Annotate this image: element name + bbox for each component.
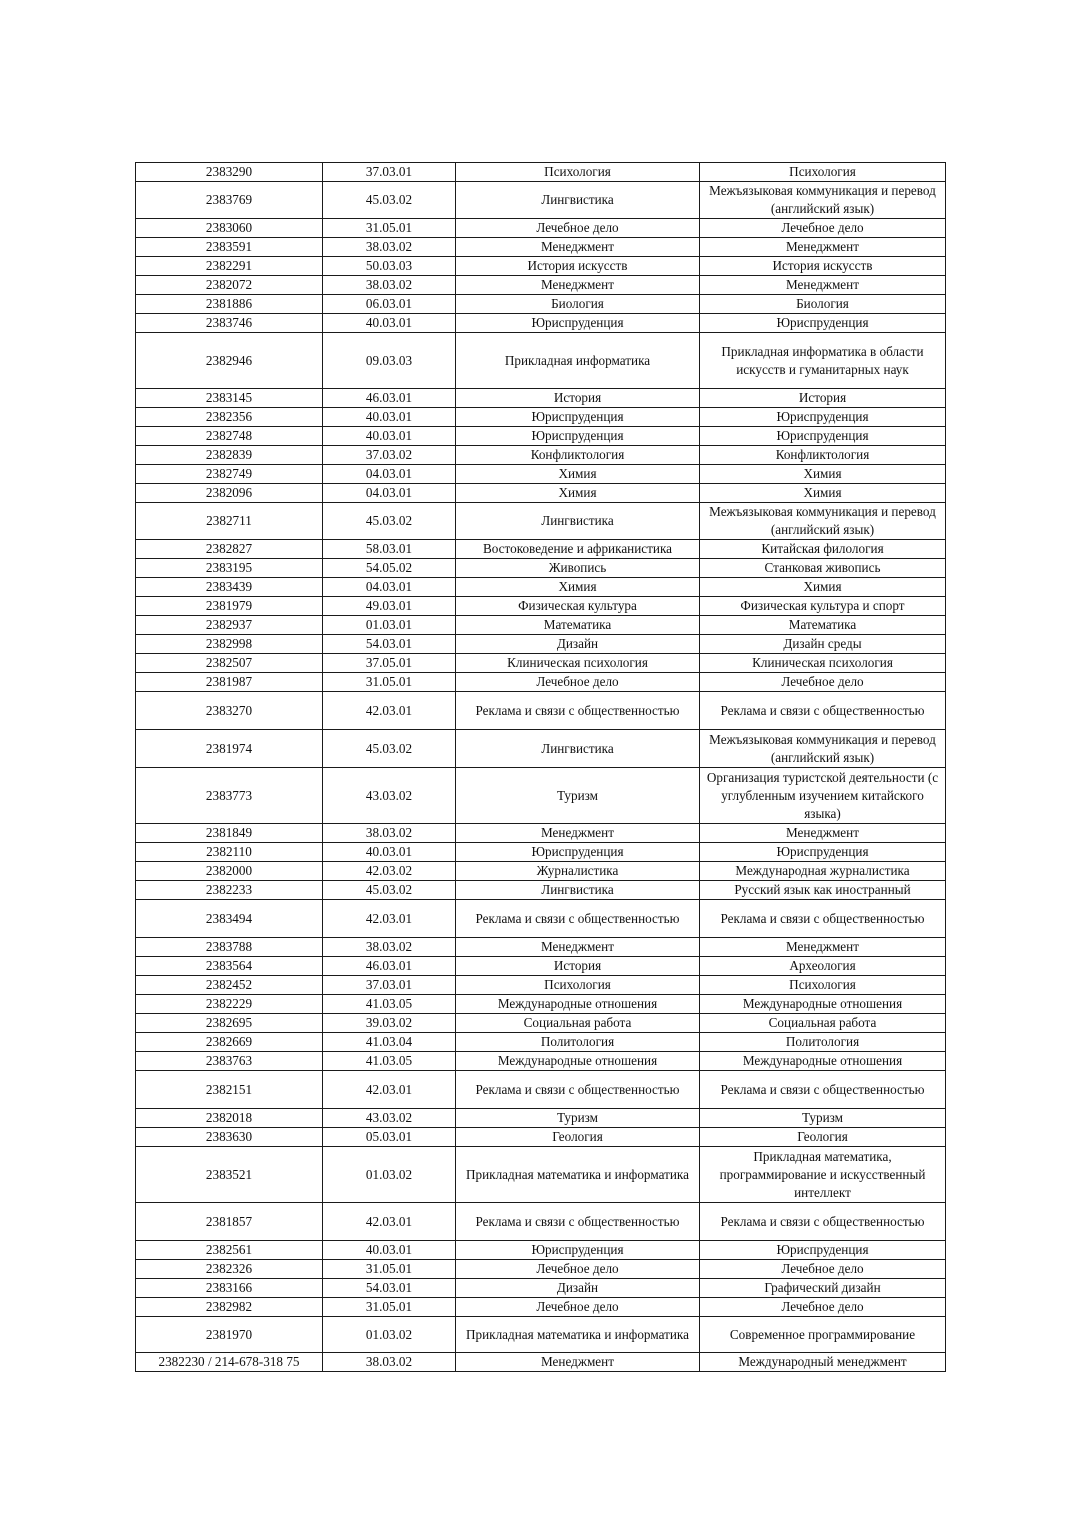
- profile-cell: Лечебное дело: [700, 673, 946, 692]
- student-id-cell: 2382669: [136, 1033, 323, 1052]
- profile-cell: Геология: [700, 1128, 946, 1147]
- student-id-cell: 2382018: [136, 1109, 323, 1128]
- direction-cell: Лечебное дело: [456, 673, 700, 692]
- program-code-cell: 45.03.02: [323, 730, 456, 768]
- profile-cell: Менеджмент: [700, 276, 946, 295]
- profile-cell: Физическая культура и спорт: [700, 597, 946, 616]
- direction-cell: Туризм: [456, 1109, 700, 1128]
- profile-cell: Химия: [700, 484, 946, 503]
- table-row: [136, 995, 946, 1014]
- table-row: [136, 503, 946, 540]
- profile-cell: Туризм: [700, 1109, 946, 1128]
- program-code-cell: 54.03.01: [323, 1279, 456, 1298]
- table-row: [136, 163, 946, 182]
- student-id-cell: 2381974: [136, 730, 323, 768]
- program-code-cell: 01.03.01: [323, 616, 456, 635]
- program-code-cell: 40.03.01: [323, 314, 456, 333]
- direction-cell: Журналистика: [456, 862, 700, 881]
- program-code-cell: 58.03.01: [323, 540, 456, 559]
- profile-cell: Станковая живопись: [700, 559, 946, 578]
- direction-cell: Менеджмент: [456, 824, 700, 843]
- student-id-cell: 2382233: [136, 881, 323, 900]
- direction-cell: Туризм: [456, 768, 700, 824]
- direction-cell: Международные отношения: [456, 1052, 700, 1071]
- table-row: [136, 540, 946, 559]
- student-id-cell: 2382356: [136, 408, 323, 427]
- program-code-cell: 40.03.01: [323, 1241, 456, 1260]
- student-id-cell: 2383195: [136, 559, 323, 578]
- student-id-cell: 2383788: [136, 938, 323, 957]
- student-id-cell: 2383166: [136, 1279, 323, 1298]
- direction-cell: Лечебное дело: [456, 1260, 700, 1279]
- program-code-cell: 45.03.02: [323, 182, 456, 219]
- direction-cell: Прикладная математика и информатика: [456, 1147, 700, 1203]
- student-id-cell: 2382096: [136, 484, 323, 503]
- profile-cell: Клиническая психология: [700, 654, 946, 673]
- program-code-cell: 42.03.01: [323, 1203, 456, 1241]
- profile-cell: Юриспруденция: [700, 314, 946, 333]
- table-row: [136, 1279, 946, 1298]
- table-row: [136, 673, 946, 692]
- student-id-cell: 2382937: [136, 616, 323, 635]
- table-row: [136, 1128, 946, 1147]
- direction-cell: Юриспруденция: [456, 1241, 700, 1260]
- program-code-cell: 06.03.01: [323, 295, 456, 314]
- student-id-cell: 2383290: [136, 163, 323, 182]
- student-id-cell: 2383060: [136, 219, 323, 238]
- table-row: [136, 957, 946, 976]
- table-body: [136, 163, 946, 1372]
- student-id-cell: 2383521: [136, 1147, 323, 1203]
- program-code-cell: 04.03.01: [323, 484, 456, 503]
- student-id-cell: 2382230 / 214-678-318 75: [136, 1353, 323, 1372]
- profile-cell: Реклама и связи с общественностью: [700, 1203, 946, 1241]
- direction-cell: Психология: [456, 976, 700, 995]
- student-id-cell: 2382072: [136, 276, 323, 295]
- direction-cell: Лингвистика: [456, 730, 700, 768]
- program-code-cell: 39.03.02: [323, 1014, 456, 1033]
- profile-cell: Химия: [700, 578, 946, 597]
- profile-cell: Менеджмент: [700, 938, 946, 957]
- direction-cell: Реклама и связи с общественностью: [456, 692, 700, 730]
- profile-cell: Юриспруденция: [700, 427, 946, 446]
- direction-cell: Прикладная математика и информатика: [456, 1317, 700, 1353]
- direction-cell: Лингвистика: [456, 182, 700, 219]
- direction-cell: Менеджмент: [456, 276, 700, 295]
- table-row: [136, 616, 946, 635]
- table-row: [136, 938, 946, 957]
- program-code-cell: 45.03.02: [323, 503, 456, 540]
- table-row: [136, 824, 946, 843]
- program-code-cell: 31.05.01: [323, 1260, 456, 1279]
- profile-cell: Современное программирование: [700, 1317, 946, 1353]
- program-code-cell: 49.03.01: [323, 597, 456, 616]
- student-id-cell: 2381970: [136, 1317, 323, 1353]
- table-row: [136, 1298, 946, 1317]
- table-row: [136, 635, 946, 654]
- profile-cell: Лечебное дело: [700, 219, 946, 238]
- table-row: [136, 219, 946, 238]
- program-code-cell: 45.03.02: [323, 881, 456, 900]
- direction-cell: Лингвистика: [456, 881, 700, 900]
- direction-cell: Математика: [456, 616, 700, 635]
- student-id-cell: 2383763: [136, 1052, 323, 1071]
- direction-cell: Юриспруденция: [456, 427, 700, 446]
- direction-cell: Социальная работа: [456, 1014, 700, 1033]
- table-row: [136, 881, 946, 900]
- student-id-cell: 2382452: [136, 976, 323, 995]
- program-code-cell: 31.05.01: [323, 673, 456, 692]
- table-row: [136, 1014, 946, 1033]
- program-code-cell: 41.03.05: [323, 995, 456, 1014]
- student-id-cell: 2382229: [136, 995, 323, 1014]
- table-row: [136, 1241, 946, 1260]
- table-row: [136, 559, 946, 578]
- program-code-cell: 42.03.01: [323, 692, 456, 730]
- direction-cell: Прикладная информатика: [456, 333, 700, 389]
- profile-cell: Межъязыковая коммуникация и перевод (английский язык): [700, 182, 946, 219]
- direction-cell: Психология: [456, 163, 700, 182]
- student-id-cell: 2382827: [136, 540, 323, 559]
- profile-cell: Межъязыковая коммуникация и перевод (английский язык): [700, 730, 946, 768]
- profile-cell: Лечебное дело: [700, 1298, 946, 1317]
- profile-cell: Дизайн среды: [700, 635, 946, 654]
- direction-cell: Живопись: [456, 559, 700, 578]
- program-code-cell: 37.03.01: [323, 976, 456, 995]
- student-id-cell: 2381857: [136, 1203, 323, 1241]
- student-id-cell: 2382982: [136, 1298, 323, 1317]
- table-row: [136, 1109, 946, 1128]
- program-code-cell: 01.03.02: [323, 1147, 456, 1203]
- table-row: [136, 446, 946, 465]
- direction-cell: Физическая культура: [456, 597, 700, 616]
- direction-cell: Менеджмент: [456, 1353, 700, 1372]
- profile-cell: Конфликтология: [700, 446, 946, 465]
- profile-cell: Психология: [700, 163, 946, 182]
- profile-cell: Прикладная информатика в области искусств и гуманитарных наук: [700, 333, 946, 389]
- program-code-cell: 37.03.01: [323, 163, 456, 182]
- profile-cell: Математика: [700, 616, 946, 635]
- program-code-cell: 42.03.02: [323, 862, 456, 881]
- table-row: [136, 1033, 946, 1052]
- program-code-cell: 40.03.01: [323, 427, 456, 446]
- direction-cell: История: [456, 389, 700, 408]
- program-code-cell: 42.03.01: [323, 1071, 456, 1109]
- table-row: [136, 654, 946, 673]
- student-id-cell: 2382946: [136, 333, 323, 389]
- table-row: [136, 1353, 946, 1372]
- direction-cell: Политология: [456, 1033, 700, 1052]
- student-id-cell: 2382695: [136, 1014, 323, 1033]
- program-code-cell: 37.03.02: [323, 446, 456, 465]
- program-code-cell: 50.03.03: [323, 257, 456, 276]
- profile-cell: Юриспруденция: [700, 1241, 946, 1260]
- table-row: [136, 314, 946, 333]
- direction-cell: Реклама и связи с общественностью: [456, 1203, 700, 1241]
- student-id-cell: 2382000: [136, 862, 323, 881]
- student-id-cell: 2383439: [136, 578, 323, 597]
- table-row: [136, 578, 946, 597]
- profile-cell: История: [700, 389, 946, 408]
- profile-cell: Биология: [700, 295, 946, 314]
- student-id-cell: 2381987: [136, 673, 323, 692]
- program-code-cell: 04.03.01: [323, 578, 456, 597]
- student-id-cell: 2382151: [136, 1071, 323, 1109]
- direction-cell: Юриспруденция: [456, 843, 700, 862]
- student-id-cell: 2381886: [136, 295, 323, 314]
- student-id-cell: 2382998: [136, 635, 323, 654]
- direction-cell: Лингвистика: [456, 503, 700, 540]
- table-row: [136, 389, 946, 408]
- direction-cell: История искусств: [456, 257, 700, 276]
- profile-cell: Юриспруденция: [700, 843, 946, 862]
- profile-cell: Русский язык как иностранный: [700, 881, 946, 900]
- table-row: [136, 333, 946, 389]
- student-id-cell: 2383494: [136, 900, 323, 938]
- profile-cell: Международные отношения: [700, 1052, 946, 1071]
- student-id-cell: 2381979: [136, 597, 323, 616]
- direction-cell: Клиническая психология: [456, 654, 700, 673]
- program-code-cell: 40.03.01: [323, 843, 456, 862]
- profile-cell: Межъязыковая коммуникация и перевод (английский язык): [700, 503, 946, 540]
- program-code-cell: 46.03.01: [323, 957, 456, 976]
- profile-cell: Реклама и связи с общественностью: [700, 900, 946, 938]
- program-code-cell: 09.03.03: [323, 333, 456, 389]
- direction-cell: Юриспруденция: [456, 314, 700, 333]
- direction-cell: Биология: [456, 295, 700, 314]
- table-row: [136, 976, 946, 995]
- table-row: [136, 1147, 946, 1203]
- student-id-cell: 2382326: [136, 1260, 323, 1279]
- direction-cell: Химия: [456, 484, 700, 503]
- direction-cell: Конфликтология: [456, 446, 700, 465]
- program-code-cell: 37.05.01: [323, 654, 456, 673]
- student-id-cell: 2381849: [136, 824, 323, 843]
- profile-cell: Графический дизайн: [700, 1279, 946, 1298]
- table-row: [136, 862, 946, 881]
- program-code-cell: 38.03.02: [323, 1353, 456, 1372]
- program-code-cell: 41.03.05: [323, 1052, 456, 1071]
- profile-cell: Лечебное дело: [700, 1260, 946, 1279]
- table-row: [136, 276, 946, 295]
- program-code-cell: 04.03.01: [323, 465, 456, 484]
- table-row: [136, 1260, 946, 1279]
- direction-cell: Дизайн: [456, 635, 700, 654]
- direction-cell: Реклама и связи с общественностью: [456, 900, 700, 938]
- program-code-cell: 54.05.02: [323, 559, 456, 578]
- direction-cell: Лечебное дело: [456, 1298, 700, 1317]
- profile-cell: Химия: [700, 465, 946, 484]
- program-code-cell: 43.03.02: [323, 768, 456, 824]
- program-code-cell: 46.03.01: [323, 389, 456, 408]
- admissions-table: [135, 162, 946, 1372]
- student-id-cell: 2383564: [136, 957, 323, 976]
- program-code-cell: 40.03.01: [323, 408, 456, 427]
- table-row: [136, 1052, 946, 1071]
- direction-cell: Геология: [456, 1128, 700, 1147]
- profile-cell: История искусств: [700, 257, 946, 276]
- direction-cell: Химия: [456, 465, 700, 484]
- profile-cell: Социальная работа: [700, 1014, 946, 1033]
- program-code-cell: 42.03.01: [323, 900, 456, 938]
- student-id-cell: 2382507: [136, 654, 323, 673]
- profile-cell: Менеджмент: [700, 824, 946, 843]
- direction-cell: Менеджмент: [456, 238, 700, 257]
- program-code-cell: 38.03.02: [323, 276, 456, 295]
- profile-cell: Психология: [700, 976, 946, 995]
- profile-cell: Археология: [700, 957, 946, 976]
- profile-cell: Менеджмент: [700, 238, 946, 257]
- direction-cell: Дизайн: [456, 1279, 700, 1298]
- profile-cell: Политология: [700, 1033, 946, 1052]
- student-id-cell: 2383773: [136, 768, 323, 824]
- profile-cell: Международная журналистика: [700, 862, 946, 881]
- program-code-cell: 05.03.01: [323, 1128, 456, 1147]
- profile-cell: Китайская филология: [700, 540, 946, 559]
- student-id-cell: 2382748: [136, 427, 323, 446]
- table-row: [136, 843, 946, 862]
- student-id-cell: 2382291: [136, 257, 323, 276]
- table-row: [136, 1203, 946, 1241]
- direction-cell: Реклама и связи с общественностью: [456, 1071, 700, 1109]
- program-code-cell: 43.03.02: [323, 1109, 456, 1128]
- profile-cell: Прикладная математика, программирование и искусственный интеллект: [700, 1147, 946, 1203]
- student-id-cell: 2382711: [136, 503, 323, 540]
- table-row: [136, 484, 946, 503]
- direction-cell: Востоковедение и африканистика: [456, 540, 700, 559]
- program-code-cell: 38.03.02: [323, 938, 456, 957]
- student-id-cell: 2383630: [136, 1128, 323, 1147]
- table-row: [136, 597, 946, 616]
- table-row: [136, 465, 946, 484]
- direction-cell: Химия: [456, 578, 700, 597]
- table-row: [136, 1071, 946, 1109]
- table-row: [136, 257, 946, 276]
- direction-cell: Лечебное дело: [456, 219, 700, 238]
- profile-cell: Организация туристской деятельности (с углубленным изучением китайского языка): [700, 768, 946, 824]
- table-row: [136, 730, 946, 768]
- table-row: [136, 427, 946, 446]
- profile-cell: Международные отношения: [700, 995, 946, 1014]
- student-id-cell: 2382561: [136, 1241, 323, 1260]
- profile-cell: Международный менеджмент: [700, 1353, 946, 1372]
- profile-cell: Юриспруденция: [700, 408, 946, 427]
- profile-cell: Реклама и связи с общественностью: [700, 1071, 946, 1109]
- program-code-cell: 38.03.02: [323, 238, 456, 257]
- profile-cell: Реклама и связи с общественностью: [700, 692, 946, 730]
- student-id-cell: 2383746: [136, 314, 323, 333]
- student-id-cell: 2382110: [136, 843, 323, 862]
- student-id-cell: 2382749: [136, 465, 323, 484]
- table-row: [136, 1317, 946, 1353]
- program-code-cell: 31.05.01: [323, 219, 456, 238]
- program-code-cell: 54.03.01: [323, 635, 456, 654]
- student-id-cell: 2383270: [136, 692, 323, 730]
- student-id-cell: 2383591: [136, 238, 323, 257]
- program-code-cell: 31.05.01: [323, 1298, 456, 1317]
- direction-cell: Юриспруденция: [456, 408, 700, 427]
- table-row: [136, 692, 946, 730]
- direction-cell: Менеджмент: [456, 938, 700, 957]
- table-row: [136, 238, 946, 257]
- direction-cell: История: [456, 957, 700, 976]
- student-id-cell: 2383769: [136, 182, 323, 219]
- program-code-cell: 41.03.04: [323, 1033, 456, 1052]
- program-code-cell: 38.03.02: [323, 824, 456, 843]
- student-id-cell: 2382839: [136, 446, 323, 465]
- student-id-cell: 2383145: [136, 389, 323, 408]
- table-row: [136, 408, 946, 427]
- table-row: [136, 295, 946, 314]
- table-row: [136, 900, 946, 938]
- direction-cell: Международные отношения: [456, 995, 700, 1014]
- program-code-cell: 01.03.02: [323, 1317, 456, 1353]
- table-row: [136, 768, 946, 824]
- table-row: [136, 182, 946, 219]
